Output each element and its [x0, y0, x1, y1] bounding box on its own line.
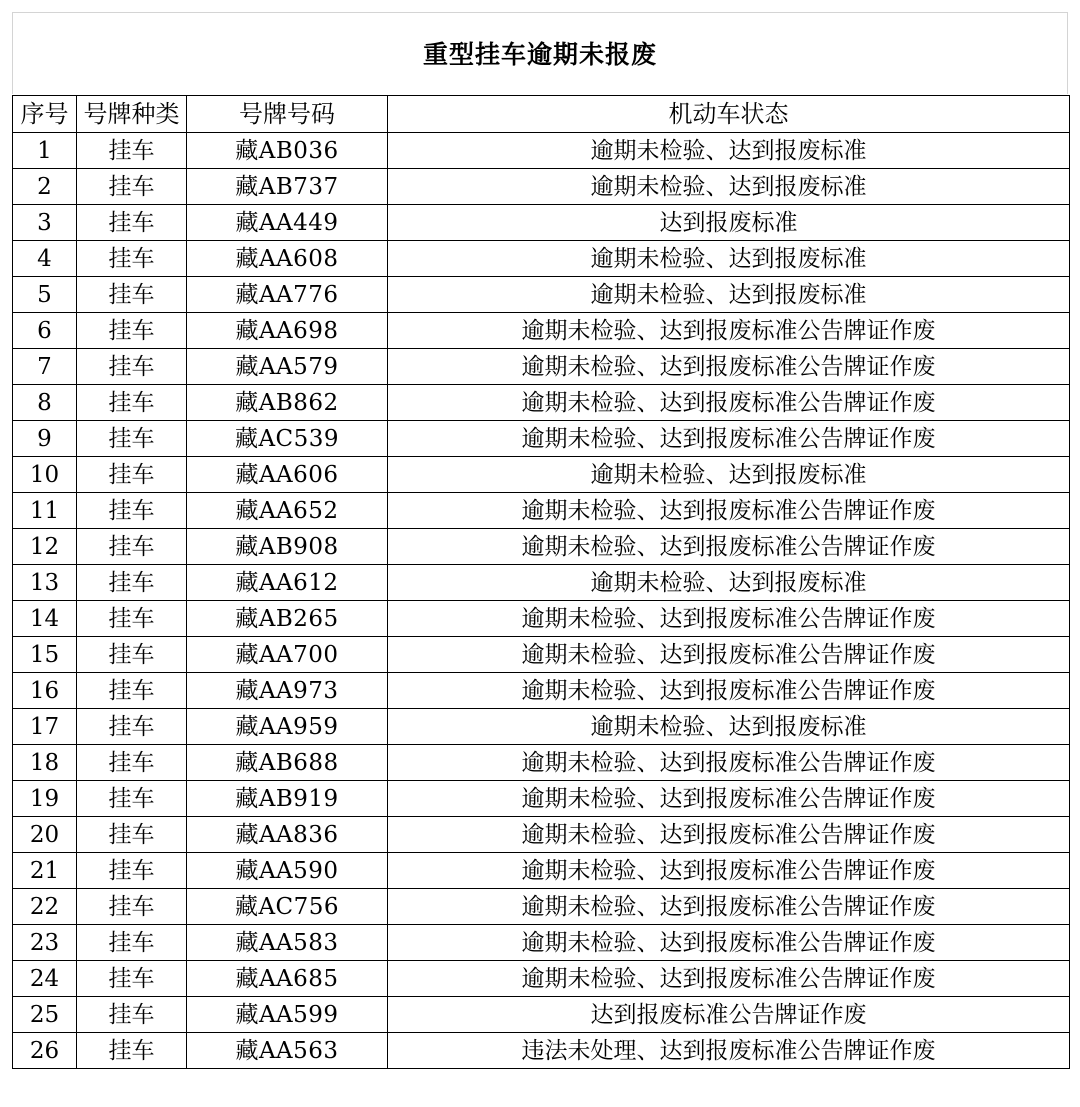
- cell-plate-type: 挂车: [77, 961, 187, 997]
- cell-plate-number: 藏AA776: [187, 277, 388, 313]
- cell-seq: 3: [13, 205, 77, 241]
- cell-plate-number: 藏AB036: [187, 133, 388, 169]
- table-row: [13, 205, 1070, 241]
- cell-status: 达到报废标准: [388, 205, 1070, 241]
- cell-plate-number: 藏AA608: [187, 241, 388, 277]
- cell-plate-number: 藏AA590: [187, 853, 388, 889]
- cell-plate-number: 藏AA449: [187, 205, 388, 241]
- title-box: [12, 12, 1068, 94]
- cell-plate-type: 挂车: [77, 421, 187, 457]
- table-row: [13, 457, 1070, 493]
- cell-plate-type: 挂车: [77, 889, 187, 925]
- header-plate-type: 号牌种类: [77, 96, 187, 133]
- table-row: [13, 565, 1070, 601]
- cell-status: 逾期未检验、达到报废标准公告牌证作废: [388, 961, 1070, 997]
- table-row: [13, 781, 1070, 817]
- cell-status: 逾期未检验、达到报废标准: [388, 241, 1070, 277]
- cell-status: 逾期未检验、达到报废标准公告牌证作废: [388, 421, 1070, 457]
- table-row: [13, 1033, 1070, 1069]
- cell-plate-type: 挂车: [77, 169, 187, 205]
- table-row: [13, 277, 1070, 313]
- cell-plate-type: 挂车: [77, 457, 187, 493]
- cell-plate-number: 藏AA698: [187, 313, 388, 349]
- cell-seq: 12: [13, 529, 77, 565]
- cell-plate-number: 藏AB919: [187, 781, 388, 817]
- cell-status: 逾期未检验、达到报废标准: [388, 565, 1070, 601]
- table-row: [13, 997, 1070, 1033]
- cell-plate-type: 挂车: [77, 1033, 187, 1069]
- cell-plate-type: 挂车: [77, 385, 187, 421]
- cell-plate-number: 藏AA612: [187, 565, 388, 601]
- cell-seq: 19: [13, 781, 77, 817]
- table-row: [13, 925, 1070, 961]
- header-row: [13, 96, 1070, 133]
- cell-status: 逾期未检验、达到报废标准: [388, 133, 1070, 169]
- cell-status: 逾期未检验、达到报废标准: [388, 709, 1070, 745]
- cell-seq: 9: [13, 421, 77, 457]
- cell-plate-type: 挂车: [77, 709, 187, 745]
- cell-plate-number: 藏AA836: [187, 817, 388, 853]
- cell-plate-type: 挂车: [77, 673, 187, 709]
- vehicle-table: [12, 95, 1070, 1069]
- cell-plate-number: 藏AA685: [187, 961, 388, 997]
- cell-seq: 6: [13, 313, 77, 349]
- cell-seq: 20: [13, 817, 77, 853]
- cell-status: 逾期未检验、达到报废标准公告牌证作废: [388, 637, 1070, 673]
- cell-plate-type: 挂车: [77, 277, 187, 313]
- cell-seq: 18: [13, 745, 77, 781]
- cell-status: 逾期未检验、达到报废标准公告牌证作废: [388, 313, 1070, 349]
- cell-plate-number: 藏AB265: [187, 601, 388, 637]
- cell-plate-type: 挂车: [77, 853, 187, 889]
- cell-plate-number: 藏AB737: [187, 169, 388, 205]
- cell-plate-type: 挂车: [77, 529, 187, 565]
- cell-plate-number: 藏AC539: [187, 421, 388, 457]
- cell-plate-type: 挂车: [77, 133, 187, 169]
- cell-seq: 1: [13, 133, 77, 169]
- cell-plate-type: 挂车: [77, 493, 187, 529]
- cell-status: 逾期未检验、达到报废标准公告牌证作废: [388, 349, 1070, 385]
- cell-status: 逾期未检验、达到报废标准公告牌证作废: [388, 493, 1070, 529]
- cell-seq: 10: [13, 457, 77, 493]
- header-seq: 序号: [13, 96, 77, 133]
- table-row: [13, 529, 1070, 565]
- cell-status: 逾期未检验、达到报废标准: [388, 457, 1070, 493]
- cell-seq: 13: [13, 565, 77, 601]
- cell-plate-number: 藏AB862: [187, 385, 388, 421]
- cell-plate-type: 挂车: [77, 601, 187, 637]
- cell-plate-type: 挂车: [77, 205, 187, 241]
- table-row: [13, 133, 1070, 169]
- cell-status: 违法未处理、达到报废标准公告牌证作废: [388, 1033, 1070, 1069]
- table-row: [13, 673, 1070, 709]
- cell-seq: 25: [13, 997, 77, 1033]
- cell-seq: 14: [13, 601, 77, 637]
- cell-plate-number: 藏AA583: [187, 925, 388, 961]
- cell-plate-number: 藏AB908: [187, 529, 388, 565]
- cell-status: 逾期未检验、达到报废标准: [388, 277, 1070, 313]
- table-row: [13, 349, 1070, 385]
- cell-seq: 8: [13, 385, 77, 421]
- cell-status: 逾期未检验、达到报废标准公告牌证作废: [388, 385, 1070, 421]
- table-row: [13, 601, 1070, 637]
- table-row: [13, 421, 1070, 457]
- table-row: [13, 745, 1070, 781]
- cell-seq: 26: [13, 1033, 77, 1069]
- table-row: [13, 313, 1070, 349]
- cell-status: 逾期未检验、达到报废标准公告牌证作废: [388, 673, 1070, 709]
- cell-seq: 24: [13, 961, 77, 997]
- cell-plate-number: 藏AA700: [187, 637, 388, 673]
- table-row: [13, 817, 1070, 853]
- cell-seq: 21: [13, 853, 77, 889]
- cell-plate-number: 藏AA599: [187, 997, 388, 1033]
- header-plate-number: 号牌号码: [187, 96, 388, 133]
- table-row: [13, 169, 1070, 205]
- table-row: [13, 637, 1070, 673]
- cell-status: 逾期未检验、达到报废标准公告牌证作废: [388, 889, 1070, 925]
- cell-seq: 11: [13, 493, 77, 529]
- cell-plate-number: 藏AA579: [187, 349, 388, 385]
- cell-status: 逾期未检验、达到报废标准公告牌证作废: [388, 745, 1070, 781]
- cell-plate-type: 挂车: [77, 313, 187, 349]
- cell-status: 逾期未检验、达到报废标准公告牌证作废: [388, 529, 1070, 565]
- cell-status: 逾期未检验、达到报废标准公告牌证作废: [388, 601, 1070, 637]
- cell-seq: 15: [13, 637, 77, 673]
- page-title: 重型挂车逾期未报废: [422, 39, 657, 69]
- cell-status: 逾期未检验、达到报废标准: [388, 169, 1070, 205]
- cell-seq: 5: [13, 277, 77, 313]
- cell-status: 逾期未检验、达到报废标准公告牌证作废: [388, 817, 1070, 853]
- cell-plate-number: 藏AA652: [187, 493, 388, 529]
- cell-seq: 16: [13, 673, 77, 709]
- cell-seq: 23: [13, 925, 77, 961]
- cell-status: 逾期未检验、达到报废标准公告牌证作废: [388, 781, 1070, 817]
- table-row: [13, 889, 1070, 925]
- cell-plate-type: 挂车: [77, 781, 187, 817]
- cell-plate-number: 藏AB688: [187, 745, 388, 781]
- cell-plate-type: 挂车: [77, 745, 187, 781]
- cell-plate-number: 藏AA959: [187, 709, 388, 745]
- cell-seq: 2: [13, 169, 77, 205]
- cell-plate-number: 藏AA606: [187, 457, 388, 493]
- cell-seq: 7: [13, 349, 77, 385]
- cell-seq: 4: [13, 241, 77, 277]
- cell-plate-type: 挂车: [77, 925, 187, 961]
- header-status: 机动车状态: [388, 96, 1070, 133]
- cell-plate-type: 挂车: [77, 241, 187, 277]
- table-row: [13, 853, 1070, 889]
- table-row: [13, 493, 1070, 529]
- cell-status: 逾期未检验、达到报废标准公告牌证作废: [388, 853, 1070, 889]
- table-row: [13, 961, 1070, 997]
- cell-plate-type: 挂车: [77, 997, 187, 1033]
- cell-plate-number: 藏AC756: [187, 889, 388, 925]
- cell-plate-type: 挂车: [77, 349, 187, 385]
- cell-seq: 17: [13, 709, 77, 745]
- table-row: [13, 709, 1070, 745]
- cell-plate-number: 藏AA563: [187, 1033, 388, 1069]
- cell-seq: 22: [13, 889, 77, 925]
- cell-plate-number: 藏AA973: [187, 673, 388, 709]
- cell-plate-type: 挂车: [77, 817, 187, 853]
- cell-status: 达到报废标准公告牌证作废: [388, 997, 1070, 1033]
- cell-plate-type: 挂车: [77, 637, 187, 673]
- table-row: [13, 385, 1070, 421]
- table-body: [13, 133, 1070, 1069]
- table-row: [13, 241, 1070, 277]
- cell-status: 逾期未检验、达到报废标准公告牌证作废: [388, 925, 1070, 961]
- cell-plate-type: 挂车: [77, 565, 187, 601]
